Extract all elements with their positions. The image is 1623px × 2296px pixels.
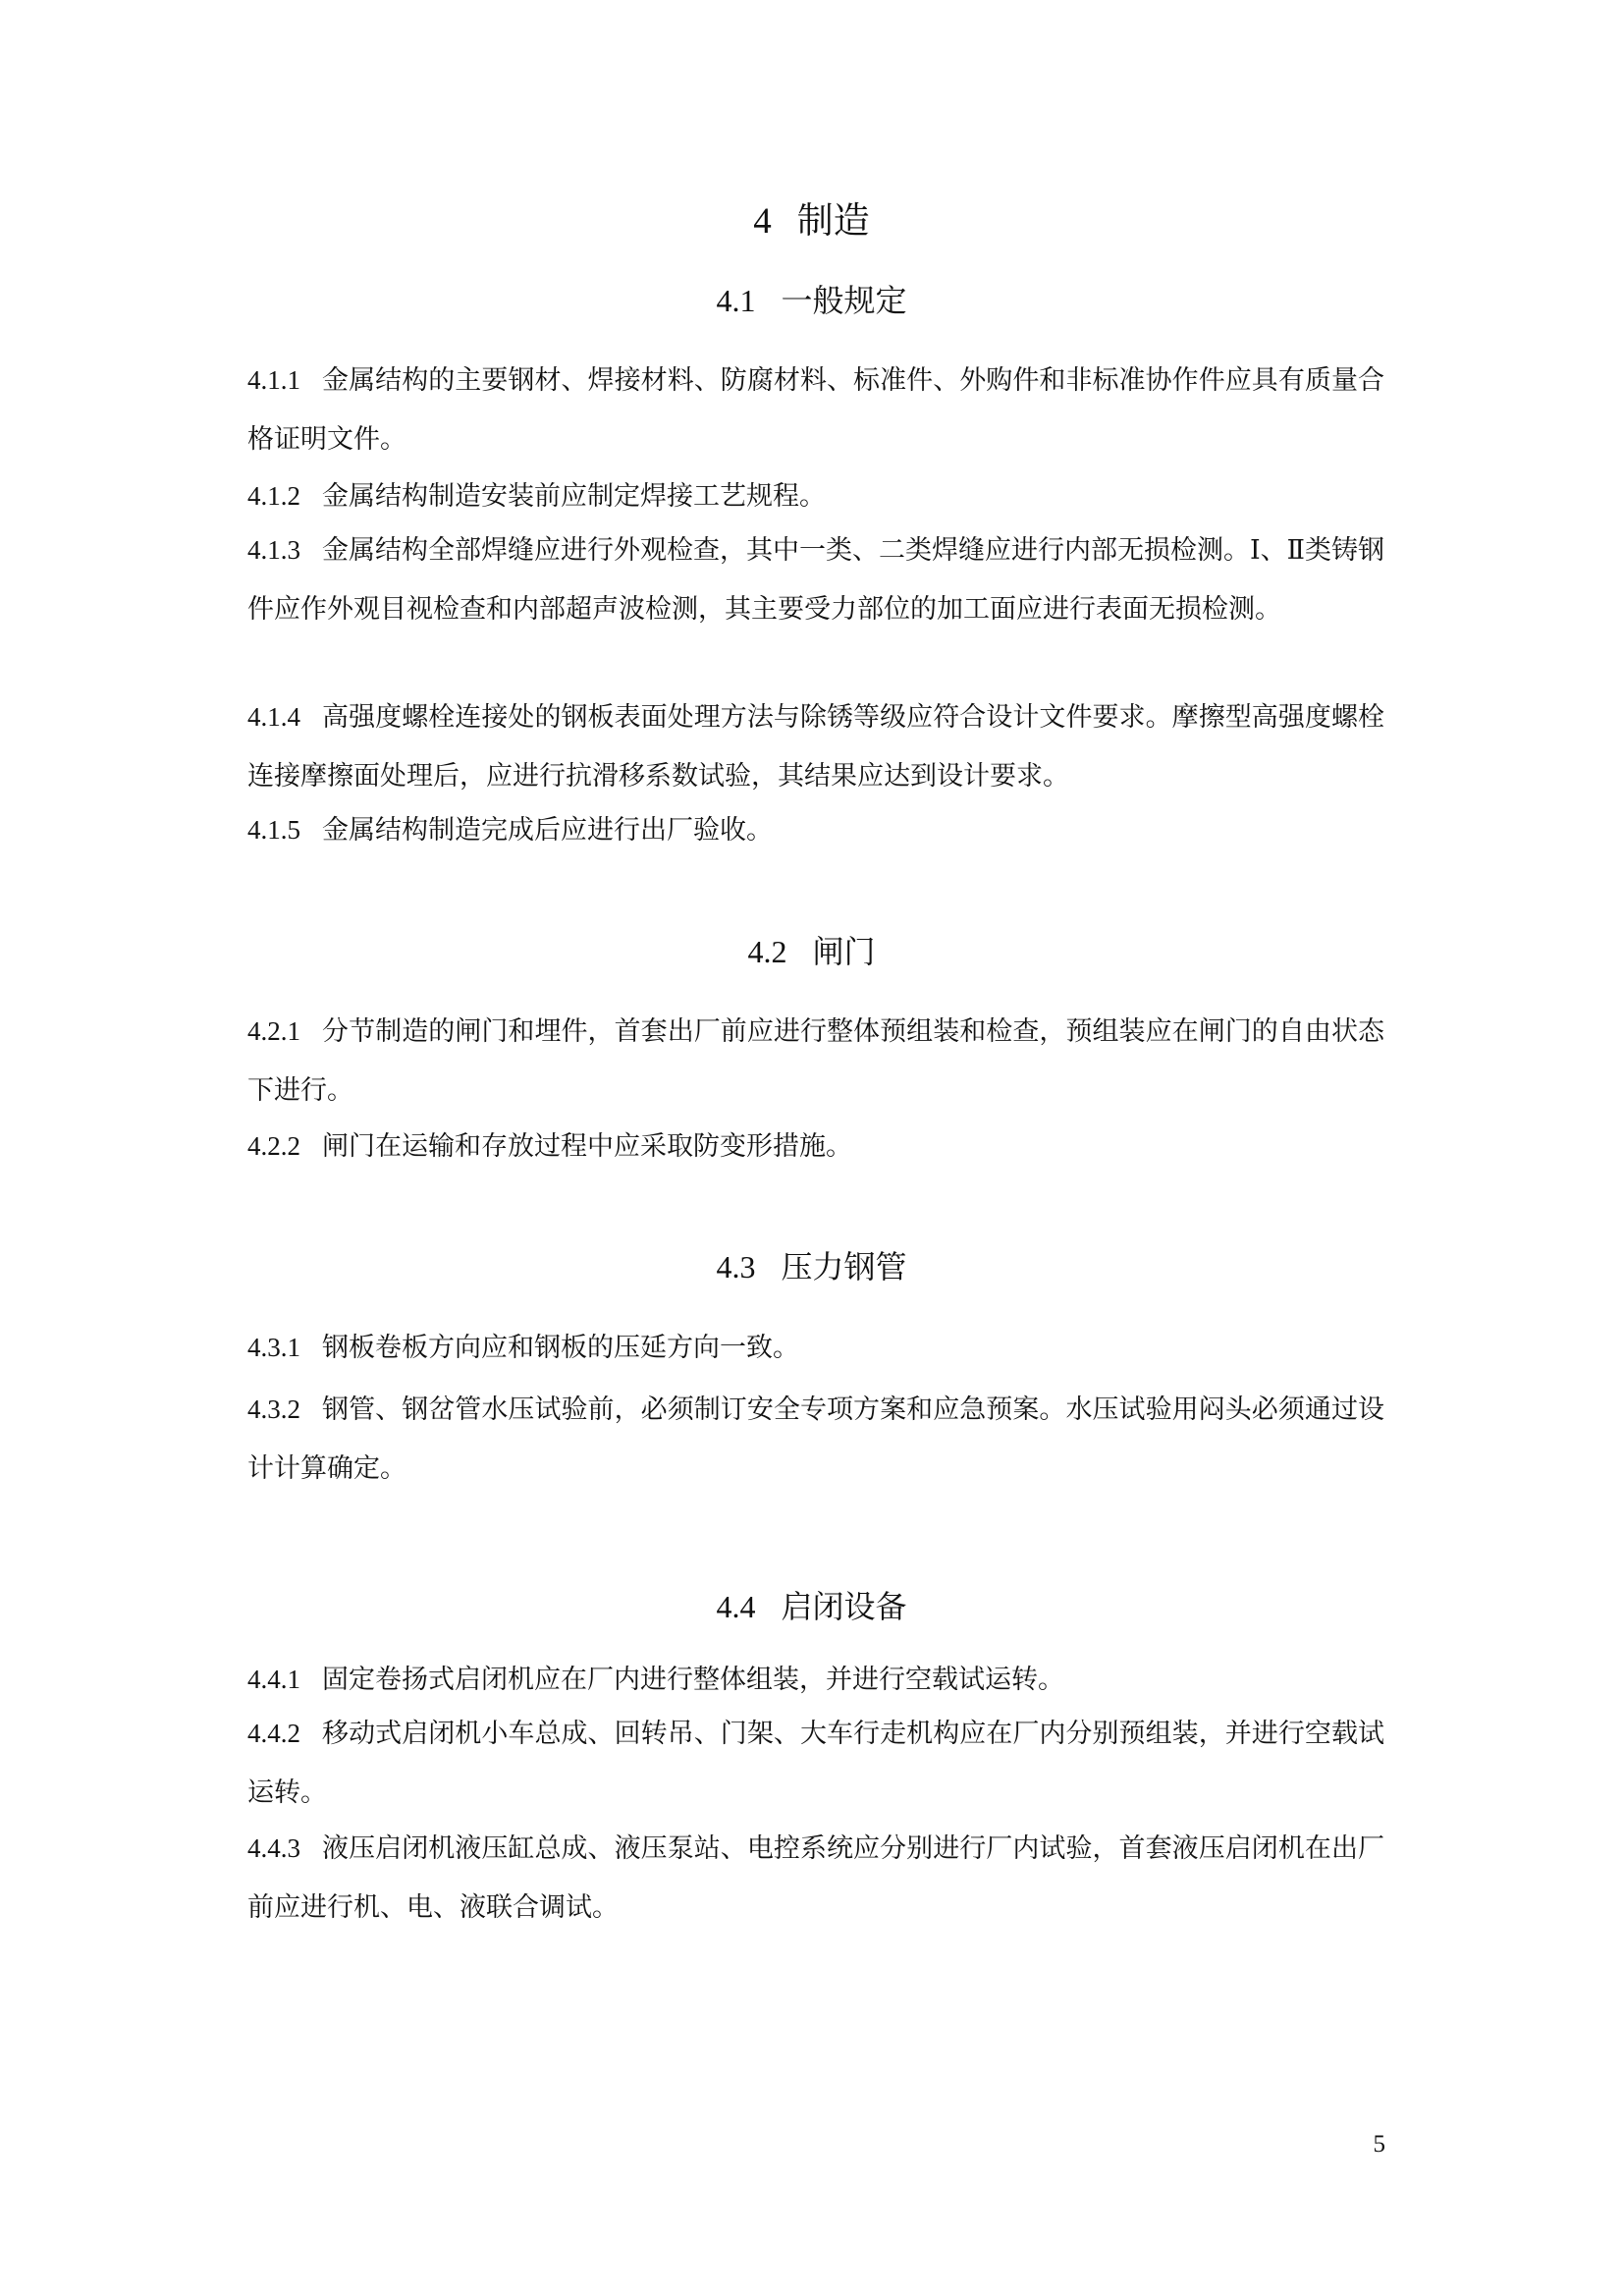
clause-number: 4.1.2	[247, 481, 300, 511]
clause	[247, 1318, 1384, 1378]
clause	[247, 351, 1384, 469]
chapter-title: 制造	[796, 199, 870, 242]
section-number: 4.1	[716, 283, 756, 318]
chapter-number: 4	[753, 201, 772, 242]
clause-text: 金属结构制造完成后应进行出厂验收。	[322, 815, 773, 846]
clause-text: 金属结构制造安装前应制定焊接工艺规程。	[322, 481, 826, 512]
clause-number: 4.1.3	[247, 535, 300, 565]
clause	[247, 1380, 1384, 1499]
section-heading	[0, 1585, 1623, 1628]
clause	[247, 520, 1384, 639]
section-title: 闸门	[812, 933, 876, 970]
clause-number: 4.4.2	[247, 1719, 300, 1748]
section-number: 4.4	[716, 1589, 756, 1624]
clause	[247, 1002, 1384, 1121]
section-number: 4.2	[747, 934, 787, 969]
page-number: 5	[1373, 2131, 1385, 2158]
clause-text: 分节制造的闸门和埋件，首套出厂前应进行整体预组装和检查，预组装应在闸门的自由状态下进行。	[247, 1016, 1384, 1106]
section-title: 压力钢管	[781, 1248, 907, 1285]
clause-text: 金属结构全部焊缝应进行外观检查，其中一类、二类焊缝应进行内部无损检测。Ⅰ、Ⅱ类铸钢件应作外观目视检查和内部超声波检测，其主要受力部位的加工面应进行表面无损检测。	[247, 535, 1385, 625]
clause-text: 固定卷扬式启闭机应在厂内进行整体组装，并进行空载试运转。	[322, 1665, 1064, 1695]
clause	[247, 1819, 1384, 1938]
section-heading	[0, 1245, 1623, 1288]
clause-text: 高强度螺栓连接处的钢板表面处理方法与除锈等级应符合设计文件要求。摩擦型高强度螺栓连接摩擦面处理后，应进行抗滑移系数试验，其结果应达到设计要求。	[247, 702, 1384, 792]
clause	[247, 687, 1384, 806]
clause-number: 4.1.1	[247, 365, 300, 395]
clause-number: 4.3.2	[247, 1394, 300, 1424]
clause-text: 钢管、钢岔管水压试验前，必须制订安全专项方案和应急预案。水压试验用闷头必须通过设计计算确定。	[247, 1394, 1384, 1484]
clause	[247, 1117, 1384, 1176]
clause-text: 钢板卷板方向应和钢板的压延方向一致。	[322, 1333, 799, 1363]
section-heading	[0, 930, 1623, 973]
chapter-heading	[0, 196, 1623, 246]
clause-number: 4.2.1	[247, 1016, 300, 1046]
clause-number: 4.3.1	[247, 1333, 300, 1362]
clause-text: 金属结构的主要钢材、焊接材料、防腐材料、标准件、外购件和非标准协作件应具有质量合格证明文件。	[247, 365, 1384, 455]
clause	[247, 466, 1384, 526]
clause-number: 4.4.1	[247, 1665, 300, 1694]
clause	[247, 1704, 1384, 1823]
section-heading	[0, 279, 1623, 322]
clause-text: 移动式启闭机小车总成、回转吊、门架、大车行走机构应在厂内分别预组装，并进行空载试运转。	[247, 1719, 1384, 1808]
clause-text: 闸门在运输和存放过程中应采取防变形措施。	[322, 1131, 852, 1162]
clause	[247, 800, 1384, 860]
clause-number: 4.2.2	[247, 1131, 300, 1161]
section-title: 启闭设备	[781, 1588, 907, 1625]
section-title: 一般规定	[781, 282, 907, 319]
section-number: 4.3	[716, 1249, 756, 1285]
clause-number: 4.1.4	[247, 702, 300, 732]
clause	[247, 1650, 1384, 1710]
clause-number: 4.4.3	[247, 1833, 300, 1863]
clause-number: 4.1.5	[247, 815, 300, 845]
clause-text: 液压启闭机液压缸总成、液压泵站、电控系统应分别进行厂内试验，首套液压启闭机在出厂前应进行机、电、液联合调试。	[247, 1833, 1384, 1923]
